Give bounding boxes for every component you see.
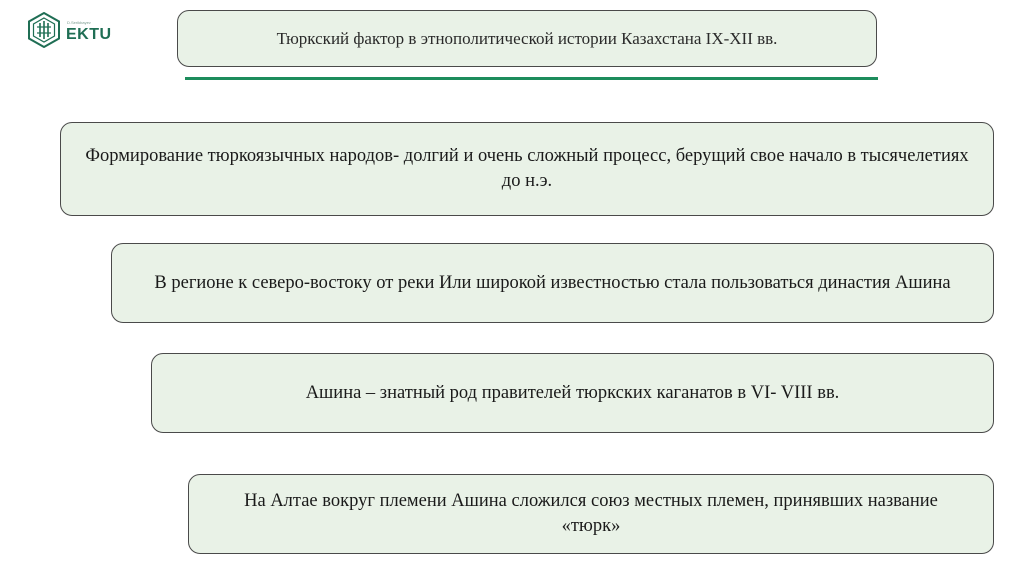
logo-wordmark: EKTU	[66, 26, 112, 43]
text-box-2: В регионе к северо-востоку от реки Или широкой известностью стала пользоваться династия Ашина	[111, 243, 994, 323]
ektu-emblem-icon	[26, 12, 62, 48]
logo-tagline: D.Serikbayev	[67, 20, 91, 25]
title-underline	[185, 77, 878, 80]
text-box-3: Ашина – знатный род правителей тюркских каганатов в VI- VIII вв.	[151, 353, 994, 433]
text-box-4: На Алтае вокруг племени Ашина сложился союз местных племен, принявших название «тюрк»	[188, 474, 994, 554]
university-logo	[26, 12, 116, 52]
slide-title: Тюркский фактор в этнополитической истории Казахстана IX-XII вв.	[177, 10, 877, 67]
text-box-1: Формирование тюркоязычных народов- долгий и очень сложный процесс, берущий свое начало в тысячелетиях до н.э.	[60, 122, 994, 216]
